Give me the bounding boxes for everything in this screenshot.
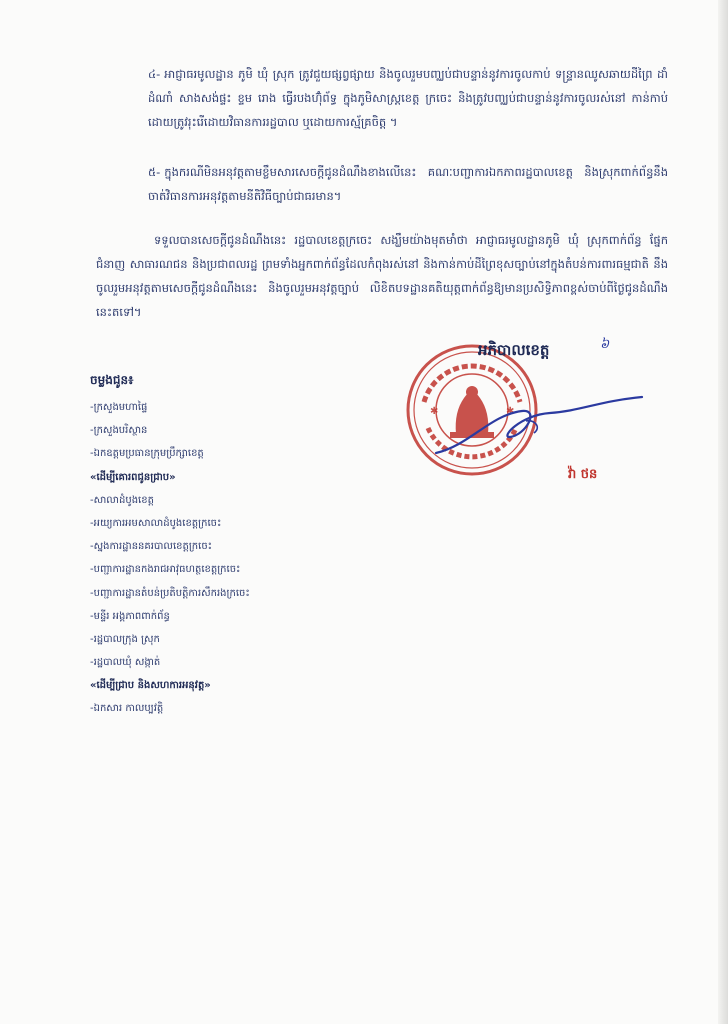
svg-text:✱: ✱	[430, 406, 439, 417]
signature-icon	[430, 375, 650, 465]
item-5	[148, 160, 668, 208]
recipient-line: -ក្រសួងមហាផ្ទៃ	[90, 402, 148, 413]
recipient-line: -ឯកឧត្តមប្រធានក្រុមប្រឹក្សាខេត្ត	[90, 448, 204, 460]
page-edge-shadow	[718, 0, 728, 1024]
recipient-line: -ក្រសួងបរិស្ថាន	[90, 425, 148, 437]
governor-title: អភិបាលខេត្ត	[478, 341, 550, 359]
recipient-line: -សាលាដំបូងខេត្ត	[90, 494, 154, 506]
item-5-number: ៥-	[148, 165, 161, 179]
svg-text:✱: ✱	[506, 406, 515, 417]
recipients-list	[90, 396, 250, 721]
recipient-line: -រដ្ឋបាលក្រុង ស្រុក	[90, 633, 160, 645]
item-4-text: អាជ្ញាធរមូលដ្ឋាន ភូមិ ឃុំ ស្រុក ត្រូវជួយផ្សព្វផ្សាយ និងចូលរួមបញ្ឈប់ជាបន្ទាន់នូវការចូលកាប់ ទន្ទ្រានឈូសឆាយដីព្រៃ ដាំដំណាំ សាងសង់ផ្ទះ ខ្ទម រោង ធ្វើរបងហ៊ុំព័ទ្ធ ក្នុងភូមិសាស្ត្រខេត្ត ក្រចេះ និងត្រូវបញ្ឈប់ជាបន្ទាន់នូវការចូលរស់នៅ កាន់កាប់ ដោយត្រូវរុះរើដោយវិធានការរដ្ឋបាល ឬដោយការស្ម័គ្រចិត្ត ។	[148, 67, 668, 129]
item-4	[148, 62, 668, 134]
recipient-line: -មន្ទីរ អង្គភាពពាក់ព័ន្ធ	[90, 610, 170, 622]
closing-paragraph: ទទួលបានសេចក្តីជូនដំណឹងនេះ រដ្ឋបាលខេត្តក្រចេះ សង្ឃឹមយ៉ាងមុតមាំថា អាជ្ញាធរមូលដ្ឋានភូមិ ឃុំ ស្រុកពាក់ព័ន្ធ ផ្នែកជំនាញ សាធារណជន និងប្រជាពលរដ្ឋ ព្រមទាំងអ្នកពាក់ព័ន្ធដែលកំពុងរស់នៅ និងកាន់កាប់ដីព្រៃខុសច្បាប់នៅក្នុងតំបន់ការពារធម្មជាតិ នឹងចូលរួមអនុវត្តតាមសេចក្តីជូនដំណឹងនេះ និងចូលរួមអនុវត្តច្បាប់ លិខិតបទដ្ឋានគតិយុត្តពាក់ព័ន្ធឱ្យមានប្រសិទ្ធិភាពខ្ពស់ចាប់ពីថ្ងៃជូនដំណឹងនេះតទៅ។	[96, 233, 668, 319]
recipients-heading: ចម្លងជូន៖	[90, 373, 134, 387]
recipient-group-heading: «ដើម្បីជ្រាប និងសហការអនុវត្ត»	[90, 680, 211, 692]
recipient-line: -បញ្ជាការដ្ឋានកងរាជអាវុធហត្ថខេត្តក្រចេះ	[90, 564, 241, 576]
item-5-text: ក្នុងករណីមិនអនុវត្តតាមខ្លឹមសារសេចក្តីជូនដំណឹងខាងលើនេះ គណៈបញ្ជាការឯកភាពរដ្ឋបាលខេត្ត និងស្រុកពាក់ព័ន្ធនឹងចាត់វិធានការអនុវត្តតាមនីតិវិធីច្បាប់ជាធរមាន។	[148, 165, 668, 203]
recipient-line: -ស្នងការដ្ឋាននគរបាលខេត្តក្រចេះ	[90, 541, 213, 553]
recipient-line: -បញ្ជាការដ្ឋានតំបន់ប្រតិបត្តិការសឹករងក្រចេះ	[90, 587, 250, 599]
governor-mark: ៦	[600, 337, 610, 352]
item-4-number: ៤-	[148, 67, 161, 81]
recipient-line: -អយ្យការអមសាលាដំបូងខេត្តក្រចេះ	[90, 517, 222, 529]
recipient-line: -រដ្ឋបាលឃុំ សង្កាត់	[90, 657, 161, 669]
recipient-group-heading: «ដើម្បីគោរពជូនជ្រាប»	[90, 471, 176, 483]
recipient-line: -ឯកសារ កាលប្បវត្តិ	[90, 703, 164, 715]
signer-name: វ៉ា ថន	[568, 467, 598, 482]
